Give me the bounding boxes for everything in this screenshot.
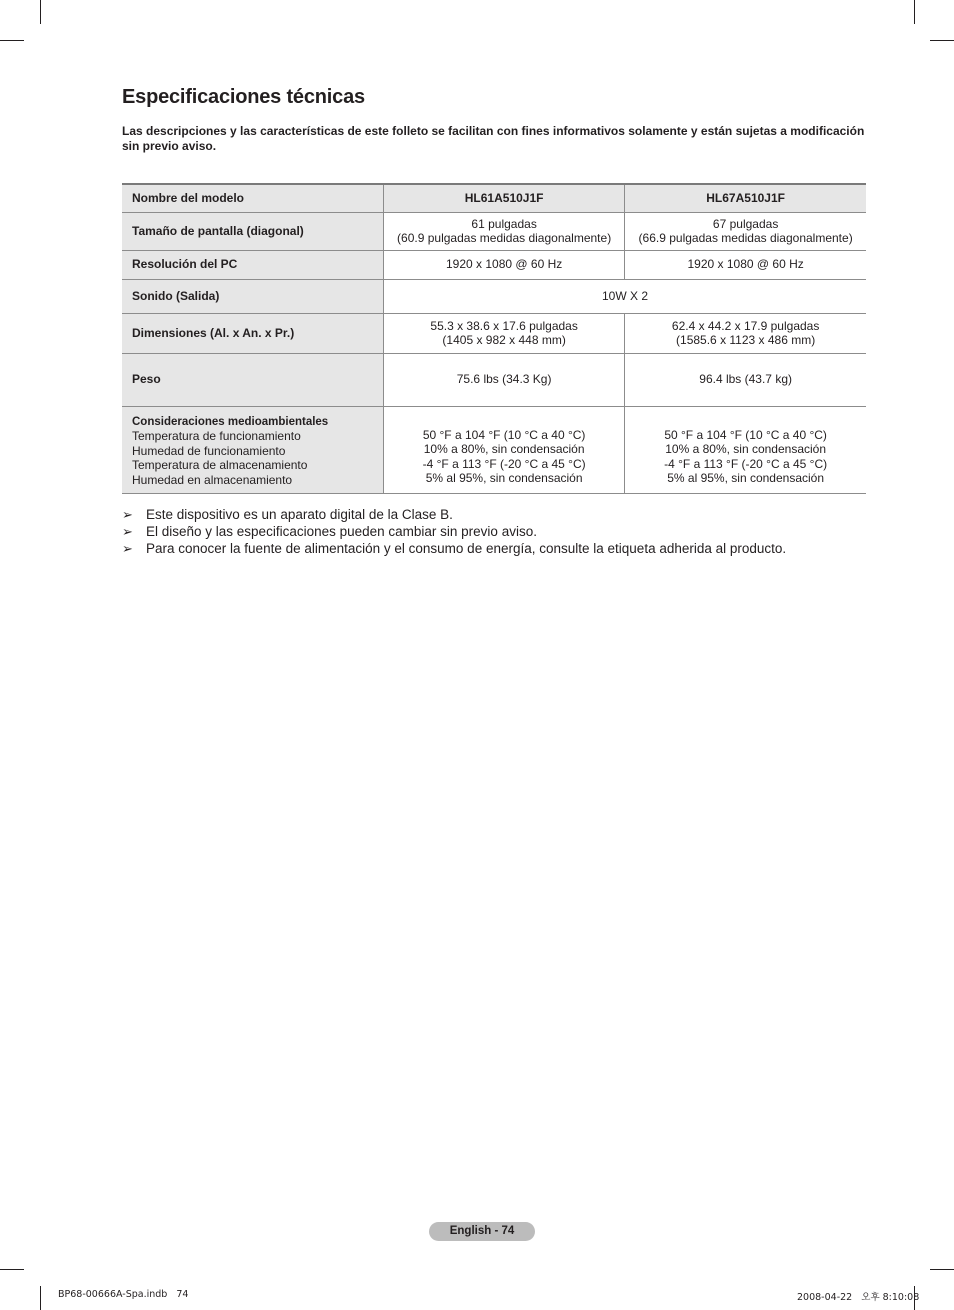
environment-a-value: 5% al 95%, sin condensación: [425, 471, 583, 485]
screen-a-line1: 61 pulgadas: [471, 216, 537, 231]
environment-b-value: 50 °F a 104 °F (10 °C a 40 °C): [664, 427, 827, 442]
crop-mark: [914, 0, 915, 24]
arrow-bullet-icon: ➢: [122, 507, 133, 522]
row-label-resolution: Resolución del PC: [122, 250, 384, 279]
weight-b-cell: 96.4 lbs (43.7 kg): [625, 353, 866, 406]
resolution-b-cell: 1920 x 1080 @ 60 Hz: [625, 250, 866, 279]
environment-b-value: 5% al 95%, sin condensación: [667, 471, 825, 485]
screen-b-line2: (66.9 pulgadas medidas diagonalmente): [638, 231, 853, 245]
model-a-header: HL61A510J1F: [384, 184, 625, 212]
crop-mark: [930, 1269, 954, 1270]
table-row: [122, 406, 866, 493]
sound-cell: 10W X 2: [384, 279, 867, 313]
crop-mark: [40, 0, 41, 24]
table-row: [122, 250, 866, 279]
environment-b-value: 10% a 80%, sin condensación: [665, 442, 827, 456]
crop-mark: [0, 40, 24, 41]
file-slug: BP68-00666A-Spa.indb 74: [58, 1289, 189, 1300]
date-slug: 2008-04-22 오후 8:10:08: [797, 1292, 920, 1303]
page-title: Especificaciones técnicas: [122, 86, 365, 108]
row-label-weight: Peso: [122, 353, 384, 406]
row-label-dimensions: Dimensiones (Al. x An. x Pr.): [122, 313, 384, 353]
resolution-a-cell: 1920 x 1080 @ 60 Hz: [384, 250, 625, 279]
arrow-bullet-icon: ➢: [122, 541, 133, 556]
model-b-header: HL67A510J1F: [625, 184, 866, 212]
list-item: [122, 540, 786, 557]
environment-a-value: 10% a 80%, sin condensación: [423, 442, 585, 456]
spec-table: [122, 183, 866, 494]
notes-list: [122, 506, 786, 557]
screen-b-cell: [625, 212, 866, 250]
note-text: Para conocer la fuente de alimentación y el consumo de energía, consulte la etiqueta adherida al producto.: [146, 541, 787, 556]
environment-item: Temperatura de funcionamiento: [132, 429, 301, 443]
table-row: [122, 212, 866, 250]
environment-a-value: 50 °F a 104 °F (10 °C a 40 °C): [422, 427, 586, 442]
environment-item: Humedad de funcionamiento: [132, 443, 286, 458]
crop-mark: [930, 40, 954, 41]
screen-a-line2: (60.9 pulgadas medidas diagonalmente): [397, 231, 612, 245]
row-label-environment: [122, 406, 384, 493]
environment-a-cell: [384, 406, 625, 493]
table-row: [122, 279, 866, 313]
crop-mark: [40, 1286, 41, 1310]
dimensions-b-line2: (1585.6 x 1123 x 486 mm): [676, 333, 816, 347]
table-row: [122, 184, 866, 212]
environment-b-value: -4 °F a 113 °F (-20 °C a 45 °C): [664, 456, 828, 471]
list-item: [122, 506, 786, 523]
row-label-screen: Tamaño de pantalla (diagonal): [122, 212, 384, 250]
row-label-model: Nombre del modelo: [122, 184, 384, 212]
dimensions-b-line1: 62.4 x 44.2 x 17.9 pulgadas: [671, 318, 820, 333]
note-text: Este dispositivo es un aparato digital de la Clase B.: [146, 507, 453, 522]
screen-a-cell: [384, 212, 625, 250]
dimensions-a-cell: [384, 313, 625, 353]
environment-b-cell: [625, 406, 866, 493]
environment-a-value: -4 °F a 113 °F (-20 °C a 45 °C): [422, 456, 586, 471]
intro-text: Las descripciones y las características de este folleto se facilitan con fines informativos solamente y están sujetas a modificación sin previo aviso.: [122, 124, 865, 153]
page-number-badge: English - 74: [429, 1222, 535, 1241]
dimensions-b-cell: [625, 313, 866, 353]
note-text: El diseño y las especificaciones pueden cambiar sin previo aviso.: [146, 524, 537, 539]
list-item: [122, 523, 786, 540]
environment-item: Temperatura de almacenamiento: [132, 458, 308, 472]
dimensions-a-line1: 55.3 x 38.6 x 17.6 pulgadas: [430, 318, 578, 333]
dimensions-a-line2: (1405 x 982 x 448 mm): [442, 333, 566, 347]
row-label-sound: Sonido (Salida): [122, 279, 384, 313]
crop-mark: [0, 1269, 24, 1270]
table-row: [122, 353, 866, 406]
table-row: [122, 313, 866, 353]
environment-item: Humedad en almacenamiento: [132, 472, 293, 487]
weight-a-cell: 75.6 lbs (34.3 Kg): [384, 353, 625, 406]
environment-title: Consideraciones medioambientales: [132, 415, 329, 428]
screen-b-line1: 67 pulgadas: [712, 216, 779, 231]
arrow-bullet-icon: ➢: [122, 524, 133, 539]
